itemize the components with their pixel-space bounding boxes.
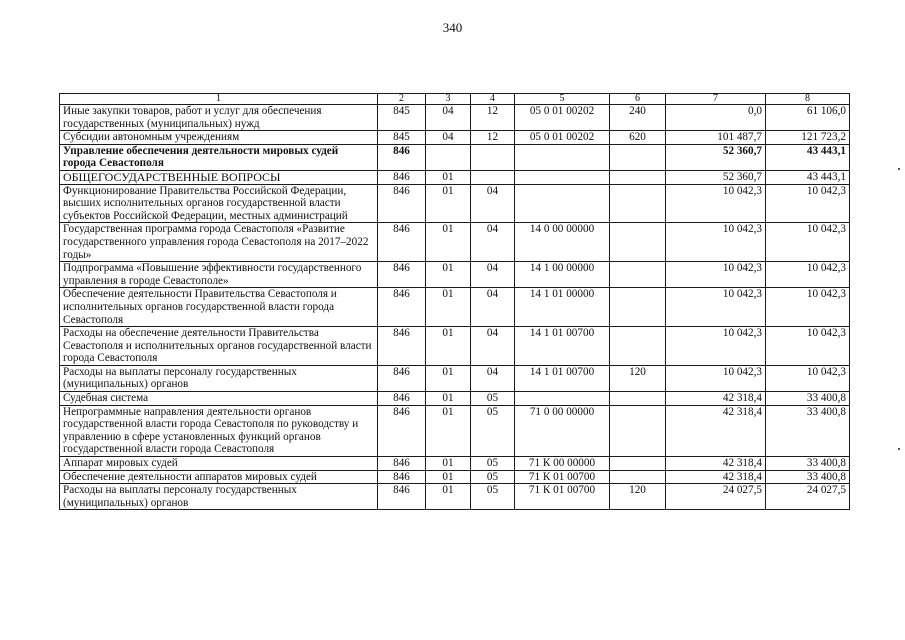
- cell-section: 01: [426, 470, 471, 484]
- cell-name: Обеспечение деятельности аппаратов мировых судей: [60, 470, 378, 484]
- cell-subsection: 04: [471, 223, 515, 262]
- cell-expense-type: [610, 262, 666, 288]
- cell-subsection: [471, 144, 515, 170]
- cell-admin-code: 846: [378, 457, 426, 471]
- cell-amount-year2: 10 042,3: [766, 365, 850, 391]
- cell-target-article: [515, 184, 610, 223]
- cell-expense-type: [610, 223, 666, 262]
- cell-expense-type: [610, 457, 666, 471]
- cell-subsection: 04: [471, 365, 515, 391]
- cell-amount-year1: 52 360,7: [666, 170, 766, 184]
- cell-admin-code: 846: [378, 484, 426, 510]
- cell-amount-year2: 10 042,3: [766, 223, 850, 262]
- cell-section: 01: [426, 170, 471, 184]
- cell-admin-code: 846: [378, 327, 426, 366]
- cell-admin-code: 846: [378, 184, 426, 223]
- cell-expense-type: [610, 288, 666, 327]
- cell-amount-year1: 10 042,3: [666, 262, 766, 288]
- cell-amount-year2: 33 400,8: [766, 392, 850, 406]
- table-row: [60, 392, 850, 406]
- cell-section: 01: [426, 365, 471, 391]
- header-row: [60, 94, 850, 105]
- cell-name: Иные закупки товаров, работ и услуг для обеспечения государственных (муниципальных) нужд: [60, 105, 378, 131]
- cell-admin-code: 846: [378, 365, 426, 391]
- cell-amount-year2: 10 042,3: [766, 262, 850, 288]
- cell-name: Аппарат мировых судей: [60, 457, 378, 471]
- scan-edge-mark: [898, 168, 900, 170]
- cell-target-article: 71 К 01 00700: [515, 470, 610, 484]
- cell-name: Функционирование Правительства Российской Федерации, высших исполнительных органов государственной власти субъектов Российской Федерации, местных администраций: [60, 184, 378, 223]
- cell-amount-year1: 0,0: [666, 105, 766, 131]
- cell-name: Расходы на выплаты персоналу государственных (муниципальных) органов: [60, 484, 378, 510]
- cell-expense-type: [610, 184, 666, 223]
- cell-subsection: 05: [471, 457, 515, 471]
- cell-amount-year1: 10 042,3: [666, 288, 766, 327]
- cell-subsection: 12: [471, 131, 515, 145]
- cell-target-article: 14 1 01 00700: [515, 365, 610, 391]
- table-row: [60, 327, 850, 366]
- cell-name: Непрограммные направления деятельности органов государственной власти города Севастополя по руководству и управлению в сфере установленных функций органов государственной власти города Севастополя: [60, 405, 378, 456]
- cell-name: Расходы на обеспечение деятельности Правительства Севастополя и исполнительных органов государственной власти города Севастополя: [60, 327, 378, 366]
- cell-admin-code: 846: [378, 392, 426, 406]
- table-row: [60, 405, 850, 456]
- cell-name: Подпрограмма «Повышение эффективности государственного управления в городе Севастополе»: [60, 262, 378, 288]
- header-cell: 8: [766, 94, 850, 105]
- cell-section: 01: [426, 262, 471, 288]
- cell-amount-year1: 52 360,7: [666, 144, 766, 170]
- cell-target-article: 71 К 00 00000: [515, 457, 610, 471]
- cell-amount-year2: 61 106,0: [766, 105, 850, 131]
- cell-subsection: 04: [471, 288, 515, 327]
- page-number: 340: [442, 20, 463, 35]
- table-row: [60, 484, 850, 510]
- table-row: [60, 105, 850, 131]
- cell-admin-code: 846: [378, 144, 426, 170]
- cell-section: 01: [426, 288, 471, 327]
- cell-section: 04: [426, 131, 471, 145]
- cell-target-article: 71 К 01 00700: [515, 484, 610, 510]
- cell-section: 01: [426, 392, 471, 406]
- cell-expense-type: [610, 144, 666, 170]
- cell-target-article: [515, 170, 610, 184]
- table-row: [60, 288, 850, 327]
- table-row: [60, 144, 850, 170]
- cell-target-article: 14 1 00 00000: [515, 262, 610, 288]
- cell-expense-type: 120: [610, 365, 666, 391]
- cell-amount-year1: 42 318,4: [666, 392, 766, 406]
- header-cell: 3: [426, 94, 471, 105]
- cell-subsection: [471, 170, 515, 184]
- cell-name: Обеспечение деятельности Правительства Севастополя и исполнительных органов государственной власти города Севастополя: [60, 288, 378, 327]
- cell-section: 01: [426, 484, 471, 510]
- cell-section: 01: [426, 327, 471, 366]
- scan-edge-mark: [898, 448, 900, 450]
- cell-amount-year1: 42 318,4: [666, 457, 766, 471]
- cell-amount-year2: 10 042,3: [766, 327, 850, 366]
- cell-subsection: 05: [471, 484, 515, 510]
- cell-amount-year1: 42 318,4: [666, 470, 766, 484]
- header-cell: 5: [515, 94, 610, 105]
- cell-name: ОБЩЕГОСУДАРСТВЕННЫЕ ВОПРОСЫ: [60, 170, 378, 184]
- header-cell: 1: [60, 94, 378, 105]
- table-header: [60, 94, 850, 105]
- cell-target-article: [515, 392, 610, 406]
- cell-subsection: 05: [471, 470, 515, 484]
- cell-expense-type: [610, 405, 666, 456]
- budget-table: [59, 93, 850, 510]
- table-row: [60, 365, 850, 391]
- cell-amount-year2: 33 400,8: [766, 470, 850, 484]
- cell-section: 01: [426, 184, 471, 223]
- cell-admin-code: 846: [378, 288, 426, 327]
- cell-target-article: 14 1 01 00000: [515, 288, 610, 327]
- cell-target-article: 71 0 00 00000: [515, 405, 610, 456]
- cell-subsection: 05: [471, 405, 515, 456]
- cell-name: Управление обеспечения деятельности мировых судей города Севастополя: [60, 144, 378, 170]
- table-row: [60, 470, 850, 484]
- cell-admin-code: 846: [378, 223, 426, 262]
- cell-subsection: 04: [471, 327, 515, 366]
- table-row: [60, 262, 850, 288]
- cell-amount-year2: 43 443,1: [766, 144, 850, 170]
- header-cell: 2: [378, 94, 426, 105]
- cell-section: 01: [426, 223, 471, 262]
- cell-amount-year1: 101 487,7: [666, 131, 766, 145]
- cell-amount-year1: 24 027,5: [666, 484, 766, 510]
- cell-target-article: 14 0 00 00000: [515, 223, 610, 262]
- cell-amount-year2: 10 042,3: [766, 288, 850, 327]
- cell-expense-type: [610, 392, 666, 406]
- cell-section: [426, 144, 471, 170]
- cell-target-article: 14 1 01 00700: [515, 327, 610, 366]
- cell-amount-year2: 24 027,5: [766, 484, 850, 510]
- table-body: [60, 105, 850, 510]
- cell-admin-code: 845: [378, 131, 426, 145]
- cell-name: Судебная система: [60, 392, 378, 406]
- cell-expense-type: 120: [610, 484, 666, 510]
- header-cell: 7: [666, 94, 766, 105]
- cell-section: 01: [426, 405, 471, 456]
- cell-admin-code: 846: [378, 405, 426, 456]
- cell-subsection: 04: [471, 262, 515, 288]
- cell-target-article: 05 0 01 00202: [515, 131, 610, 145]
- table-row: [60, 457, 850, 471]
- cell-amount-year1: 10 042,3: [666, 184, 766, 223]
- cell-subsection: 12: [471, 105, 515, 131]
- cell-amount-year1: 10 042,3: [666, 327, 766, 366]
- cell-name: Государственная программа города Севастополя «Развитие государственного управления города Севастополя на 2017–2022 годы»: [60, 223, 378, 262]
- cell-target-article: 05 0 01 00202: [515, 105, 610, 131]
- cell-amount-year1: 10 042,3: [666, 223, 766, 262]
- cell-expense-type: 620: [610, 131, 666, 145]
- cell-expense-type: [610, 170, 666, 184]
- cell-target-article: [515, 144, 610, 170]
- header-cell: 4: [471, 94, 515, 105]
- cell-name: Субсидии автономным учреждениям: [60, 131, 378, 145]
- cell-section: 04: [426, 105, 471, 131]
- cell-amount-year2: 33 400,8: [766, 405, 850, 456]
- cell-admin-code: 846: [378, 470, 426, 484]
- cell-admin-code: 846: [378, 262, 426, 288]
- cell-subsection: 04: [471, 184, 515, 223]
- cell-section: 01: [426, 457, 471, 471]
- cell-subsection: 05: [471, 392, 515, 406]
- header-cell: 6: [610, 94, 666, 105]
- table-row: [60, 170, 850, 184]
- cell-expense-type: [610, 327, 666, 366]
- cell-expense-type: [610, 470, 666, 484]
- table-row: [60, 184, 850, 223]
- cell-admin-code: 845: [378, 105, 426, 131]
- cell-amount-year2: 43 443,1: [766, 170, 850, 184]
- cell-amount-year2: 10 042,3: [766, 184, 850, 223]
- cell-admin-code: 846: [378, 170, 426, 184]
- cell-expense-type: 240: [610, 105, 666, 131]
- table-row: [60, 223, 850, 262]
- cell-amount-year1: 10 042,3: [666, 365, 766, 391]
- cell-amount-year2: 33 400,8: [766, 457, 850, 471]
- cell-name: Расходы на выплаты персоналу государственных (муниципальных) органов: [60, 365, 378, 391]
- cell-amount-year1: 42 318,4: [666, 405, 766, 456]
- table-row: [60, 131, 850, 145]
- cell-amount-year2: 121 723,2: [766, 131, 850, 145]
